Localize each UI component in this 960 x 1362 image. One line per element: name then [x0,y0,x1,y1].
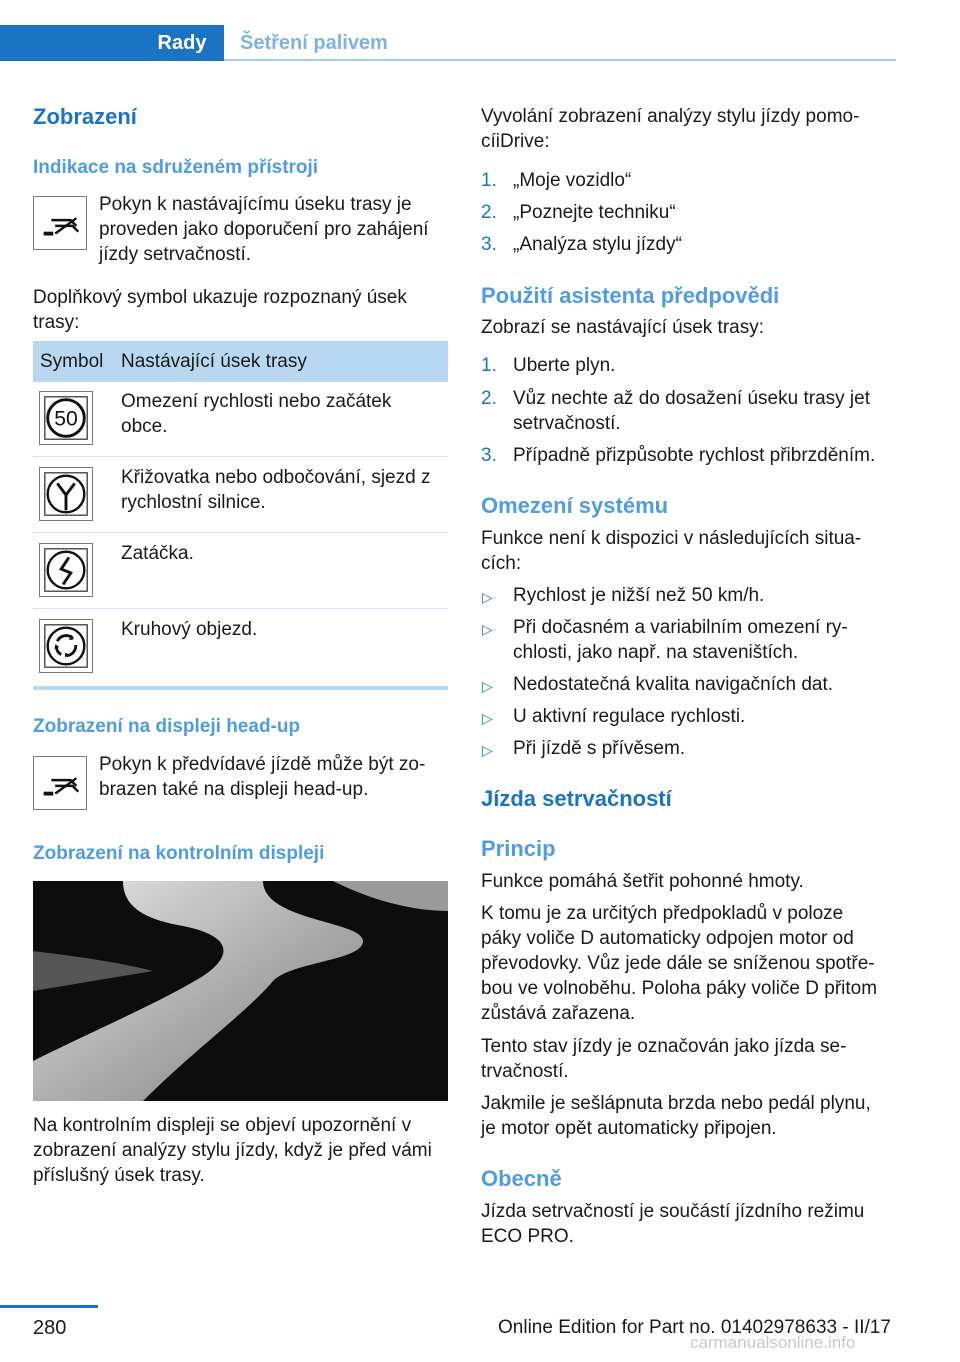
list-item: „Poznejte techniku“ [513,202,676,223]
header-tab-section[interactable]: Šetření palivem [240,32,388,54]
list-item: Uberte plyn. [513,355,616,376]
principle-p4: Jakmile je sešlápnuta brzda nebo pedál plynu, je motor opět automaticky připojen. [481,1093,871,1139]
page-number: 280 [33,1317,67,1339]
bullet-triangle-icon: ▷ [482,742,493,758]
table-row: Zatáčka. [121,543,194,564]
list-item: U aktivní regulace rychlosti. [513,706,746,727]
list-item: Při dočasném a variabilním omezení ry- chlosti, jako např. na staveništích. [513,617,848,663]
step-number: 3. [481,234,497,255]
watermark: carmanualsonline.info [690,1333,856,1352]
symbol-intro: Doplňkový symbol ukazuje rozpoznaný úsek trasy: [33,287,407,333]
step-number: 2. [481,388,497,409]
step-number: 2. [481,202,497,223]
subheading-cluster: Indikace na sdruženém přístroji [33,157,319,178]
subheading-hud: Zobrazení na displeji head-up [33,716,301,737]
svg-text:50: 50 [54,407,78,431]
heading-limits: Omezení systému [481,493,669,518]
list-item: Rychlost je nižší než 50 km/h. [513,585,765,606]
table-header [33,341,448,382]
cluster-text: Pokyn k nastávajícímu úseku trasy je proveden jako doporučení pro zahájení jízdy setrvačností. [99,194,429,265]
list-item: „Moje vozidlo“ [513,170,632,191]
curve-icon [39,543,93,597]
table-row-separator [33,456,448,457]
subheading-control-display: Zobrazení na kontrolním displeji [33,843,325,864]
coasting-hud-icon [33,756,87,810]
principle-p2: K tomu je za určitých předpokladů v poloze páky voliče D automaticky odpojen motor od převodovky. Vůz jede dále se sníženou spotře- bou ve volnoběhu. Poloha páky voliče D přitom zůstává zařazena. [481,903,878,1024]
list-item: Při jízdě s přívěsem. [513,738,686,759]
table-row: Kruhový objezd. [121,619,258,640]
step-number: 3. [481,445,497,466]
edition-text: Online Edition for Part no. 01402978633 - II/17 [498,1317,891,1338]
junction-icon [39,467,93,521]
hud-text: Pokyn k předvídavé jízdě může být zo- brazen také na displeji head-up. [99,754,426,800]
table-header-section: Nastávající úsek trasy [121,351,307,372]
call-display-text: Vyvolání zobrazení analýzy stylu jízdy pomo- cíiDrive: [481,106,860,152]
footer-rule [0,1305,98,1308]
heading-principle: Princip [481,836,556,861]
principle-p1: Funkce pomáhá šetřit pohonné hmoty. [481,871,804,892]
section-heading-zobrazeni: Zobrazení [33,104,137,129]
header-underline [224,59,896,61]
table-row: Křižovatka nebo odbočování, sjezd z rychlostní silnice. [121,467,431,513]
header-tab-rady[interactable]: Rady [157,32,207,54]
roundabout-icon [39,619,93,673]
principle-p3: Tento stav jízdy je označován jako jízda se- trvačností. [481,1036,847,1082]
heading-general: Obecně [481,1166,562,1191]
list-item: „Analýza stylu jízdy“ [513,234,682,255]
section-heading-coasting: Jízda setrvačností [481,786,672,811]
speed-limit-50-icon [39,391,93,445]
bullet-triangle-icon: ▷ [482,621,493,637]
control-display-text: Na kontrolním displeji se objeví upozornění v zobrazení analýzy stylu jízdy, když je před vámi příslušný úsek trasy. [33,1115,432,1186]
bullet-triangle-icon: ▷ [482,678,493,694]
heading-assistant: Použití asistenta předpovědi [481,283,780,308]
step-number: 1. [481,355,497,376]
bullet-triangle-icon: ▷ [482,710,493,726]
list-item: Nedostatečná kvalita navigačních dat. [513,674,834,695]
step-number: 1. [481,170,497,191]
table-header-symbol: Symbol [40,351,104,372]
table-row-separator [33,608,448,609]
table-bottom-rule [33,686,448,690]
limits-intro: Funkce není k dispozici v následujících situa- cích: [481,528,862,574]
coasting-indicator-icon [33,196,87,250]
bullet-triangle-icon: ▷ [482,589,493,605]
table-row-separator [33,532,448,533]
road-display-image [33,881,448,1101]
list-item: Případně přizpůsobte rychlost přibrzděním. [513,445,876,466]
list-item: Vůz nechte až do dosažení úseku trasy jet setrvačností. [513,388,870,434]
table-row: Omezení rychlosti nebo začátek obce. [121,391,392,437]
general-text: Jízda setrvačností je součástí jízdního režimu ECO PRO. [481,1201,865,1247]
assist-intro: Zobrazí se nastávající úsek trasy: [481,317,765,338]
